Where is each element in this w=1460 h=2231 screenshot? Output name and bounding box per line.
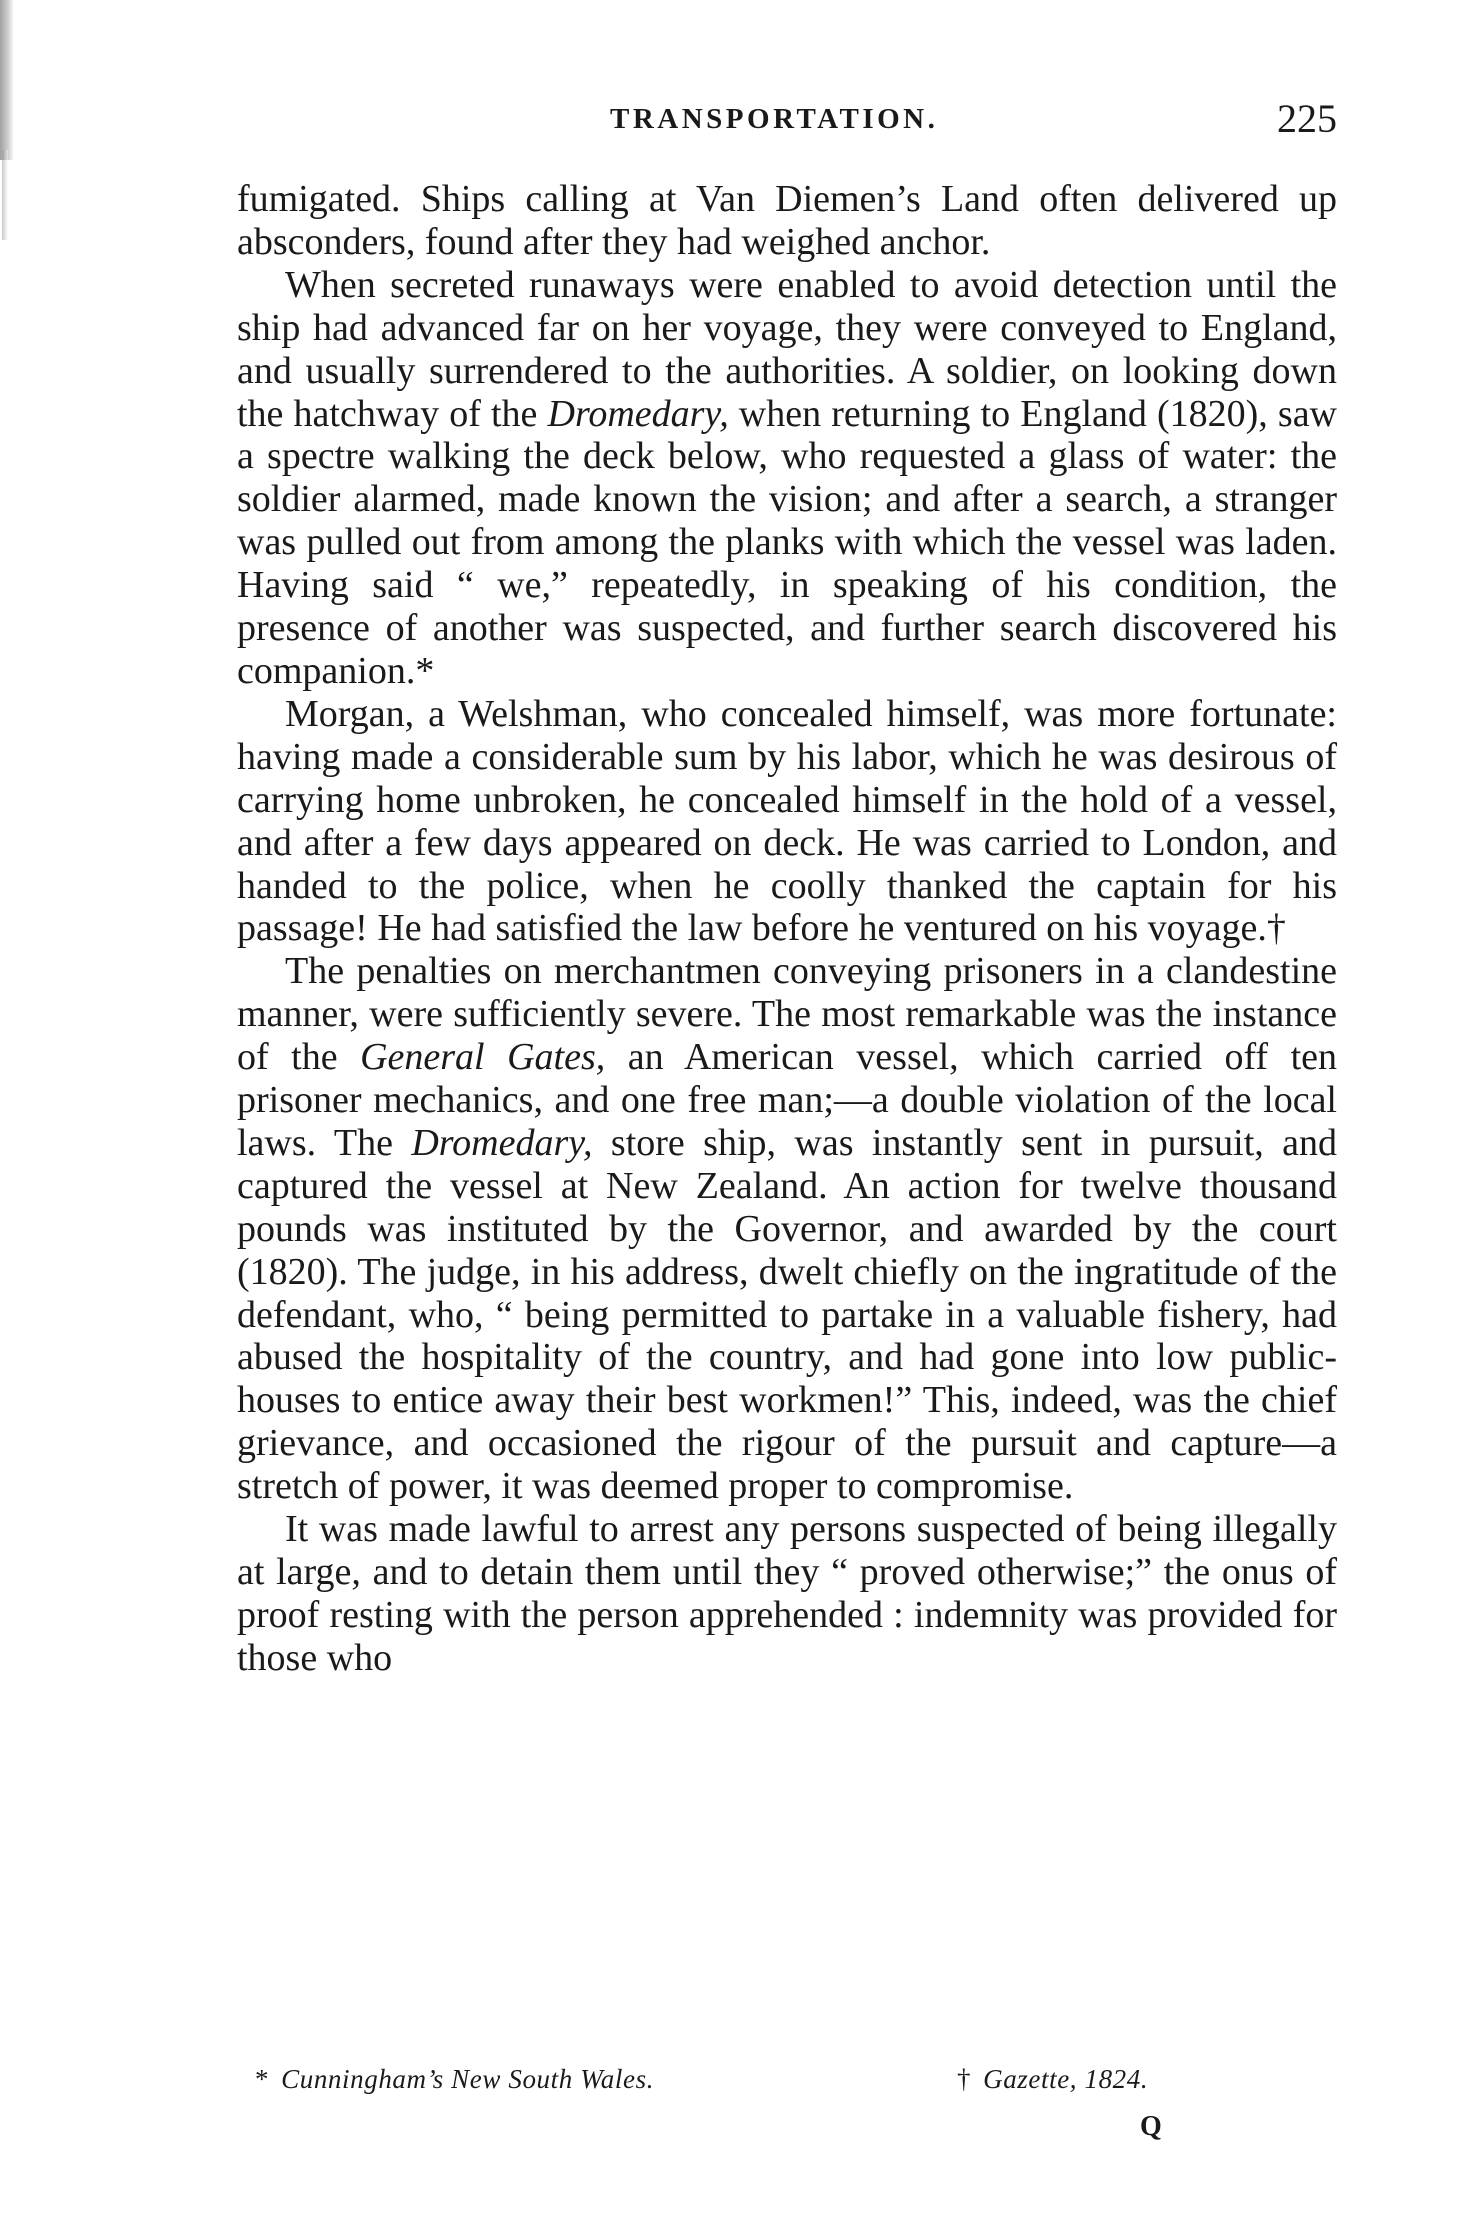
italic-title: Dromedary, bbox=[411, 1121, 593, 1164]
paragraph bbox=[237, 1508, 1337, 1680]
signature-mark: Q bbox=[1140, 2111, 1162, 2142]
text-run: It was made lawful to arrest any persons suspected of being illegally at large, and to detain them until they “ proved otherwise;” the onus of proof resting with the person apprehended : indemnity was provided for those who bbox=[237, 1508, 1337, 1679]
text-run: fumigated. Ships calling at Van Diemen’s Land often delivered up absconders, found after they had weighed anchor. bbox=[237, 178, 1337, 263]
text-run: Morgan, a Welshman, who concealed himself, was more fortunate: having made a considerable sum by his labor, which he was desirous of carrying home unbroken, he concealed himself in the hold of a vessel, and after a few days appeared on deck. He was carried to London, and handed to the police, when he coolly thanked the captain for his passage! He had satisfied the law before he ventured on his voyage.† bbox=[237, 692, 1337, 950]
text-run: store ship, was instantly sent in pursuit, and captured the vessel at New Zealand. An action for twelve thousand pounds was instituted by the Governor, and awarded by the court (1820). The judge, in his address, dwelt chiefly on the ingratitude of the defendant, who, “ being permitted to partake in a valuable fishery, had abused the hospitality of the country, and had gone into low public-houses to entice away their best workmen!” This, indeed, was the chief grievance, and occasioned the rigour of the pursuit and capture—a stretch of power, it was deemed proper to compromise. bbox=[237, 1121, 1338, 1508]
binding-edge-shadow bbox=[0, 0, 14, 160]
footnote-mark: † bbox=[957, 2064, 972, 2094]
footnote-text: Gazette, 1824. bbox=[983, 2064, 1149, 2094]
text-run: an American vessel, which carried off ten prisoner mechanics, and one free man;—a double violation of the local laws. The bbox=[237, 1036, 1337, 1164]
paragraph bbox=[237, 693, 1337, 950]
paragraph bbox=[237, 950, 1337, 1508]
running-head bbox=[237, 95, 1337, 145]
paragraph bbox=[237, 178, 1337, 264]
text-run: when returning to England (1820), saw a spectre walking the deck below, who requested a glass of water: the soldier alarmed, made known the vision; and after a search, a stranger was pulled out from among the planks with which the vessel was laden. Having said “ we,” repeatedly, in speaking of his condition, the presence of another was suspected, and further search discovered his companion.* bbox=[237, 392, 1338, 692]
footnotes bbox=[237, 2064, 1337, 2104]
body-text bbox=[237, 178, 1337, 1680]
footnote-first bbox=[255, 2064, 654, 2095]
italic-title: Dromedary, bbox=[547, 392, 729, 435]
italic-title: General Gates, bbox=[360, 1036, 606, 1079]
text-run: The penalties on merchantmen conveying prisoners in a clandestine manner, were sufficiently severe. The most remarkable was the instance of the bbox=[237, 950, 1337, 1079]
binding-edge-shadow-lower bbox=[2, 150, 8, 240]
paragraph bbox=[237, 264, 1337, 693]
running-title: TRANSPORTATION. bbox=[610, 103, 939, 135]
footnote-second bbox=[957, 2064, 1148, 2095]
footnote-mark: * bbox=[255, 2064, 270, 2094]
footnote-text: Cunningham’s New South Wales. bbox=[281, 2064, 655, 2094]
page-number: 225 bbox=[1277, 96, 1337, 141]
text-run: When secreted runaways were enabled to avoid detection until the ship had advanced far on her voyage, they were conveyed to England, and usually surrendered to the authorities. A soldier, on looking down the hatchway of the bbox=[237, 263, 1337, 435]
